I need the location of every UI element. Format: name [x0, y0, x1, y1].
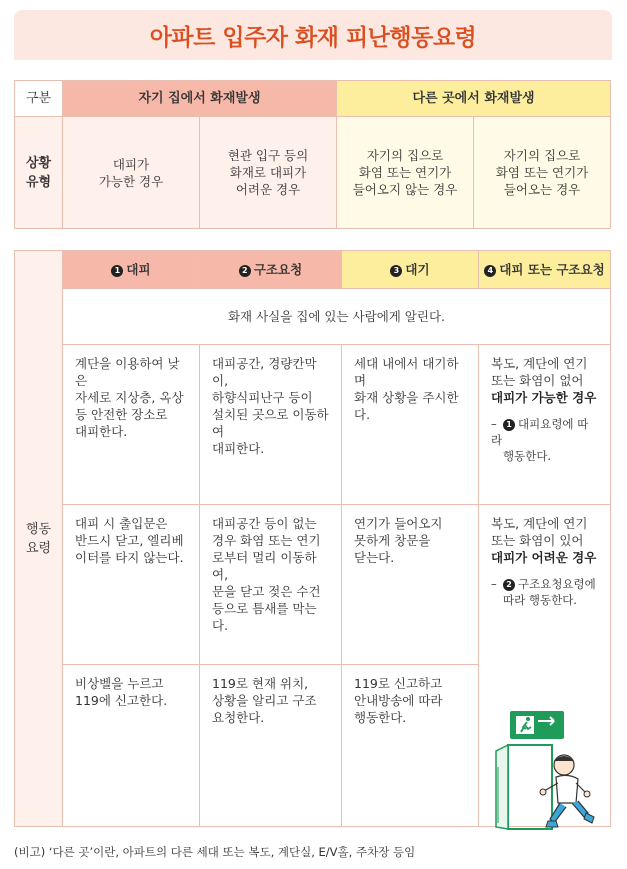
wait-step-3: 119로 신고하고 안내방송에 따라 행동한다.	[342, 665, 479, 827]
header-rescue-request: 2 구조요청	[200, 251, 342, 289]
wait-step-2: 연기가 들어오지 못하게 창문을 닫는다.	[342, 505, 479, 665]
evacuate-difficult-case: 복도, 계단에 연기 또는 화염이 있어 대피가 어려운 경우 – 2 구조요청요령에 따라 행동한다.	[479, 505, 611, 827]
number-badge-1: 1	[111, 265, 123, 277]
other-place-fire-header: 다른 곳에서 화재발생	[337, 81, 611, 117]
situation-smoke-entering: 자기의 집으로 화염 또는 연기가 들어오는 경우	[474, 117, 611, 229]
page-title: 아파트 입주자 화재 피난행동요령	[149, 24, 477, 51]
common-instruction: 화재 사실을 집에 있는 사람에게 알린다.	[63, 289, 611, 345]
footnote: (비고) ‘다른 곳’이란, 아파트의 다른 세대 또는 복도, 계단실, E/V홀, 주차장 등임	[14, 845, 416, 859]
door-icon	[508, 745, 552, 829]
evacuate-step-1: 계단을 이용하여 낮은 자세로 지상층, 옥상 등 안전한 장소로 대피한다.	[63, 345, 200, 505]
situation-type-label: 상황 유형	[15, 117, 63, 229]
rescue-step-1: 대피공간, 경량칸막이, 하향식피난구 등이 설치된 곳으로 이동하여 대피한다.	[200, 345, 342, 505]
situation-table	[14, 80, 611, 229]
header-evacuate: 1 대피	[63, 251, 200, 289]
situation-no-smoke-entering: 자기의 집으로 화염 또는 연기가 들어오지 않는 경우	[337, 117, 474, 229]
number-badge-1: 1	[503, 419, 515, 431]
number-badge-3: 3	[390, 265, 402, 277]
situation-evacuation-possible: 대피가 가능한 경우	[63, 117, 200, 229]
evacuate-step-2: 대피 시 출입문은 반드시 닫고, 엘리베 이터를 타지 않는다.	[63, 505, 200, 665]
situation-evacuation-difficult: 현관 입구 등의 화재로 대피가 어려운 경우	[200, 117, 337, 229]
action-guide-label: 행동 요령	[15, 251, 63, 827]
evacuate-possible-case: 복도, 계단에 연기 또는 화염이 없어 대피가 가능한 경우 – 1 대피요령에 따라 행동한다.	[479, 345, 611, 505]
rescue-step-2: 대피공간 등이 없는 경우 화염 또는 연기 로부터 멀리 이동하여, 문을 닫고 젖은 수건 등으로 틈새를 막는다.	[200, 505, 342, 665]
evacuate-step-3: 비상벨을 누르고 119에 신고한다.	[63, 665, 200, 827]
label-column-header: 구분	[15, 81, 63, 117]
number-badge-2: 2	[503, 579, 515, 591]
exit-illustration-icon	[488, 707, 610, 835]
header-wait: 3 대기	[342, 251, 479, 289]
own-home-fire-header: 자기 집에서 화재발생	[63, 81, 337, 117]
rescue-step-3: 119로 현재 위치, 상황을 알리고 구조 요청한다.	[200, 665, 342, 827]
header-evacuate-or-rescue: 4 대피 또는 구조요청	[479, 251, 611, 289]
title-banner	[14, 10, 612, 60]
number-badge-4: 4	[484, 265, 496, 277]
wait-step-1: 세대 내에서 대기하며 화재 상황을 주시한다.	[342, 345, 479, 505]
running-person-icon	[540, 755, 594, 827]
number-badge-2: 2	[239, 265, 251, 277]
